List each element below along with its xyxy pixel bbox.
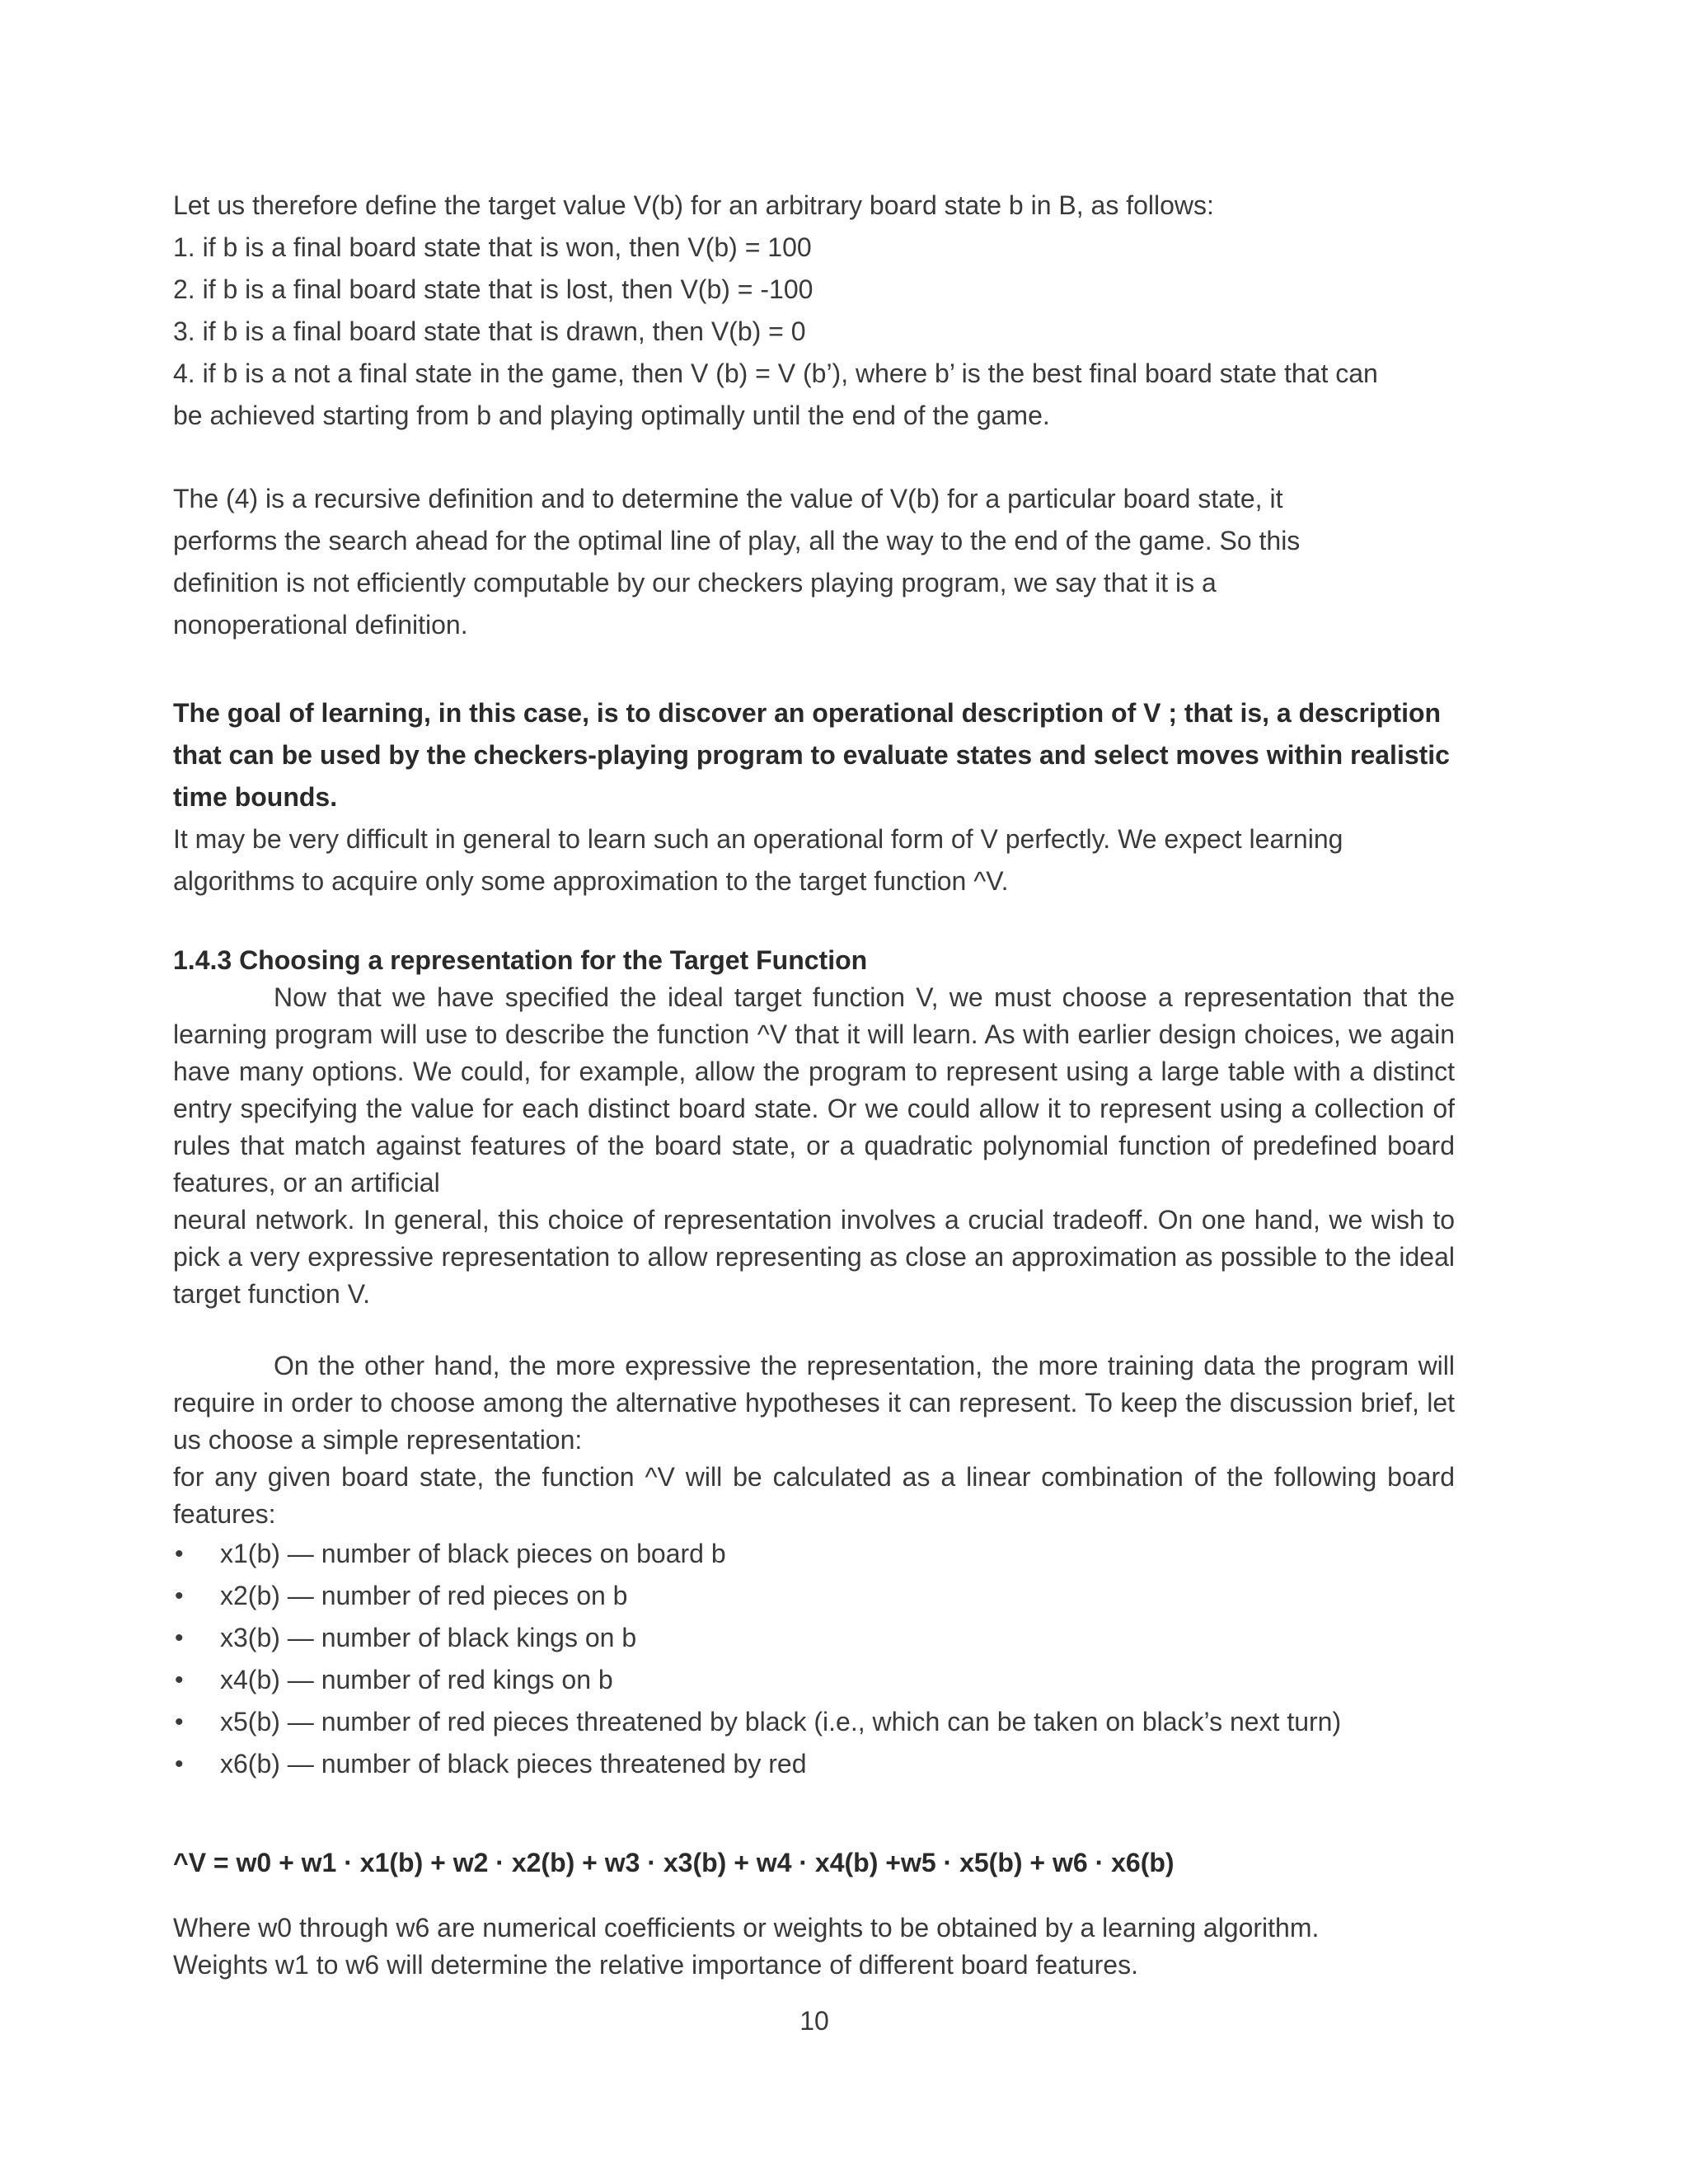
definition-item-3: 3. if b is a final board state that is drawn, then V(b) = 0 <box>173 316 806 346</box>
definition-item-4-continued: be achieved starting from b and playing optimally until the end of the game. <box>173 401 1050 430</box>
goal-of-learning-paragraph <box>173 692 1455 902</box>
target-value-definition <box>173 185 1455 437</box>
list-item: • x2(b) — number of red pieces on b <box>173 1575 1455 1617</box>
text-line: The (4) is a recursive definition and to determine the value of V(b) for a particular board state, it <box>173 484 1283 513</box>
representation-paragraph-3: On the other hand, the more expressive the representation, the more training data the program will require in order to choose among the alternative hypotheses it can represent. To keep the discussion brief, let us choose a simple representation: <box>173 1351 1455 1455</box>
list-item: • x3(b) — number of black kings on b <box>173 1617 1455 1659</box>
text-line: The goal of learning, in this case, is to discover an operational description of V ; that is, a description <box>173 698 1442 728</box>
text-line: Weights w1 to w6 will determine the relative importance of different board features. <box>173 1950 1138 1980</box>
section-heading: 1.4.3 Choosing a representation for the Target Function <box>173 945 868 975</box>
board-features-list <box>173 1533 1455 1785</box>
list-item: • x1(b) — number of black pieces on board b <box>173 1533 1455 1575</box>
text-line: algorithms to acquire only some approximation to the target function ^V. <box>173 866 1009 896</box>
text-line: It may be very difficult in general to learn such an operational form of V perfectly. We expect learning <box>173 824 1343 854</box>
text-line: Where w0 through w6 are numerical coefficients or weights to be obtained by a learning algorithm. <box>173 1913 1320 1943</box>
bullet-icon: • <box>175 1540 184 1568</box>
list-item: • x6(b) — number of black pieces threatened by red <box>173 1743 1455 1785</box>
linear-formula: ^V = w0 + w1 · x1(b) + w2 · x2(b) + w3 · x3(b) + w4 · x4(b) +w5 · x5(b) + w6 · x6(b) <box>173 1848 1175 1877</box>
text-line: nonoperational definition. <box>173 610 468 640</box>
linear-formula-block <box>173 1842 1455 1884</box>
bullet-icon: • <box>175 1666 184 1694</box>
bullet-icon: • <box>175 1708 184 1736</box>
definition-item-4: 4. if b is a not a final state in the game, then V (b) = V (b’), where b’ is the best final board state that can <box>173 359 1378 388</box>
representation-paragraph-4: for any given board state, the function ^V will be calculated as a linear combination of the following board features: <box>173 1462 1455 1529</box>
list-item: • x5(b) — number of red pieces threatened by black (i.e., which can be taken on black’s next turn) <box>173 1701 1455 1743</box>
weights-paragraph <box>173 1910 1455 1984</box>
text-line: that can be used by the checkers-playing program to evaluate states and select moves within realistic <box>173 740 1450 770</box>
page-number: 10 <box>799 2006 829 2036</box>
section-1-4-3-continued <box>173 1347 1455 1785</box>
representation-paragraph-1: Now that we have specified the ideal target function V, we must choose a representation that the learning program will use to describe the function ^V that it will learn. As with earlier design choices, we again have many options. We could, for example, allow the program to represent using a large table with a distinct entry specifying the value for each distinct board state. Or we could allow it to represent using a collection of rules that match against features of the board state, or a quadratic polynomial function of predefined board features, or an artificial <box>173 982 1455 1197</box>
bullet-icon: • <box>175 1750 184 1778</box>
list-item: • x4(b) — number of red kings on b <box>173 1659 1455 1701</box>
text-line: performs the search ahead for the optimal line of play, all the way to the end of the game. So this <box>173 526 1301 555</box>
bullet-icon: • <box>175 1624 184 1652</box>
representation-paragraph-2: neural network. In general, this choice of representation involves a crucial tradeoff. On one hand, we wish to pick a very expressive representation to allow representing as close an approximation as possible to the ideal target function V. <box>173 1205 1455 1309</box>
bullet-icon: • <box>175 1582 184 1610</box>
target-value-intro: Let us therefore define the target value V(b) for an arbitrary board state b in B, as follows: <box>173 190 1214 220</box>
text-line: definition is not efficiently computable by our checkers playing program, we say that it is a <box>173 568 1217 598</box>
recursive-definition-paragraph <box>173 478 1455 646</box>
section-1-4-3 <box>173 942 1455 1313</box>
text-line: time bounds. <box>173 782 338 812</box>
definition-item-1: 1. if b is a final board state that is won, then V(b) = 100 <box>173 232 812 262</box>
definition-item-2: 2. if b is a final board state that is lost, then V(b) = -100 <box>173 274 814 304</box>
